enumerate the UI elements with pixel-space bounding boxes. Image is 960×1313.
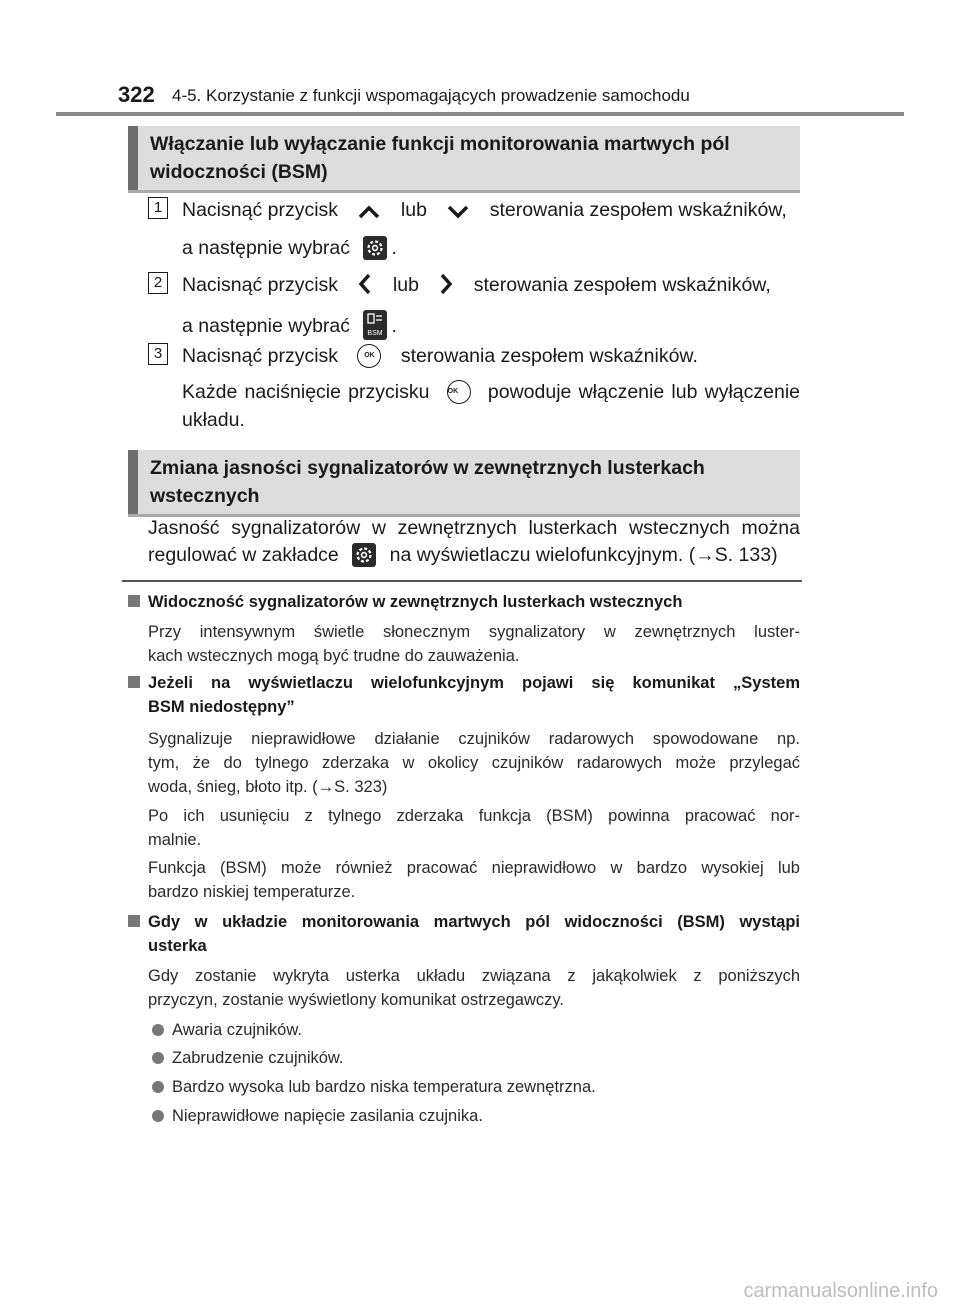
note-text: Gdy zostanie wykryta usterka układu związana z jakąkolwiek z poniższych <box>148 967 800 985</box>
square-bullet-icon <box>128 915 140 927</box>
notes-divider <box>122 580 802 582</box>
body-text: regulować w zakładce <box>148 544 339 566</box>
note-text: malnie. <box>148 831 202 849</box>
section-heading-line: wstecznych <box>150 485 260 507</box>
list-item-text: Nieprawidłowe napięcie zasilania czujnika. <box>172 1107 483 1125</box>
section-heading-line: widoczności (BSM) <box>150 161 328 183</box>
body-text: na wyświetlaczu wielofunkcyjnym. (→S. 133) <box>389 544 778 566</box>
note-heading-text: Gdy w układzie monitorowania martwych pól widoczności (BSM) wystąpi <box>148 913 800 931</box>
round-bullet-icon <box>152 1052 164 1064</box>
square-bullet-icon <box>128 595 140 607</box>
note-text: woda, śnieg, błoto itp. (→S. 323) <box>148 778 388 796</box>
settings-gear-icon <box>352 543 376 567</box>
section-heading-line: Zmiana jasności sygnalizatorów w zewnętrznych lusterkach <box>150 457 705 479</box>
note-heading-text: BSM niedostępny” <box>148 698 295 716</box>
square-bullet-icon <box>128 676 140 688</box>
list-item <box>152 1075 596 1099</box>
note-heading <box>128 671 800 695</box>
step-text: Każde naciśnięcie przycisku <box>182 381 430 403</box>
step-text-line <box>182 272 800 302</box>
body-text-line: Jasność sygnalizatorów w zewnętrznych lusterkach wstecznych można <box>148 517 800 539</box>
note-text: Przy intensywnym świetle słonecznym sygnalizatory w zewnętrznych luster- <box>148 623 800 641</box>
step-text: lub <box>392 274 419 296</box>
note-text: bardzo niskiej temperaturze. <box>148 883 356 901</box>
list-item-text: Awaria czujników. <box>172 1021 302 1039</box>
list-item-text: Zabrudzenie czujników. <box>172 1049 344 1067</box>
section-heading-line: Włączanie lub wyłączanie funkcji monitorowania martwych pól <box>150 133 730 155</box>
note-heading <box>128 910 800 934</box>
step-text-line: układu. <box>182 409 245 431</box>
note-text: przyczyn, zostanie wyświetlony komunikat ostrzegawczy. <box>148 991 565 1009</box>
body-text-line <box>148 542 778 568</box>
note-text: Sygnalizuje nieprawidłowe działanie czujników radarowych spowodowane np. <box>148 730 800 748</box>
note-heading-text: usterka <box>148 937 207 955</box>
step-text: a następnie wybrać <box>182 237 351 259</box>
step-text: a następnie wybrać <box>182 315 351 337</box>
page-header <box>0 0 960 120</box>
chapter-title: 4-5. Korzystanie z funkcji wspomagających prowadzenie samochodu <box>172 86 690 105</box>
step-text-line <box>182 343 698 369</box>
step-text: lub <box>400 199 427 221</box>
step-text-line <box>182 235 397 261</box>
round-bullet-icon <box>152 1110 164 1122</box>
note-text: tym, że do tylnego zderzaka w okolicy czujników radarowych może przylegać <box>148 754 800 772</box>
bsm-icon-label: BSM <box>367 330 384 337</box>
step-text: Nacisnąć przycisk <box>182 199 339 221</box>
step-text: sterowania zespołem wskaźników, <box>473 274 771 296</box>
step-text: sterowania zespołem wskaźników, <box>489 199 787 221</box>
step-text: Nacisnąć przycisk <box>182 274 339 296</box>
chevron-right-icon <box>438 273 454 302</box>
ok-label: OK <box>447 388 459 395</box>
note-text: kach wstecznych mogą być trudne do zauważenia. <box>148 647 520 665</box>
ok-button-icon <box>447 380 471 404</box>
header-divider <box>56 112 904 116</box>
step-text: sterowania zespołem wskaźników. <box>400 345 698 367</box>
note-heading <box>128 590 800 614</box>
page-number: 322 <box>118 82 155 107</box>
step-text-line <box>182 379 800 405</box>
step-text-line <box>182 197 800 227</box>
note-heading-text: Widoczność sygnalizatorów w zewnętrznych lusterkach wstecznych <box>148 593 683 611</box>
list-item <box>152 1018 302 1042</box>
note-heading-text: Jeżeli na wyświetlaczu wielofunkcyjnym pojawi się komunikat „System <box>148 674 800 692</box>
note-text: Po ich usunięciu z tylnego zderzaka funkcja (BSM) powinna pracować nor- <box>148 807 800 825</box>
chevron-down-icon <box>446 201 470 227</box>
round-bullet-icon <box>152 1024 164 1036</box>
step-number: 2 <box>148 272 168 294</box>
step-text-line <box>182 310 397 340</box>
note-text: Funkcja (BSM) może również pracować nieprawidłowo w bardzo wysokiej lub <box>148 859 800 877</box>
ok-button-icon <box>357 344 381 368</box>
ok-label: OK <box>364 352 375 359</box>
step-text: powoduje włączenie lub wyłączenie <box>487 381 801 403</box>
chevron-left-icon <box>357 273 373 302</box>
list-item <box>152 1046 344 1070</box>
step-text: Nacisnąć przycisk <box>182 345 339 367</box>
list-item <box>152 1104 483 1128</box>
step-number: 3 <box>148 343 168 365</box>
step-text: . <box>391 315 397 337</box>
settings-gear-icon <box>363 236 387 260</box>
bsm-icon <box>363 310 387 340</box>
watermark: carmanualsonline.info <box>743 1280 938 1302</box>
section-heading-bsm-toggle <box>128 126 800 190</box>
chevron-up-icon <box>357 201 381 227</box>
step-text: . <box>391 237 397 259</box>
list-item-text: Bardzo wysoka lub bardzo niska temperatura zewnętrzna. <box>172 1078 596 1096</box>
step-number: 1 <box>148 197 168 219</box>
round-bullet-icon <box>152 1081 164 1093</box>
section-heading-mirror-brightness <box>128 450 800 514</box>
